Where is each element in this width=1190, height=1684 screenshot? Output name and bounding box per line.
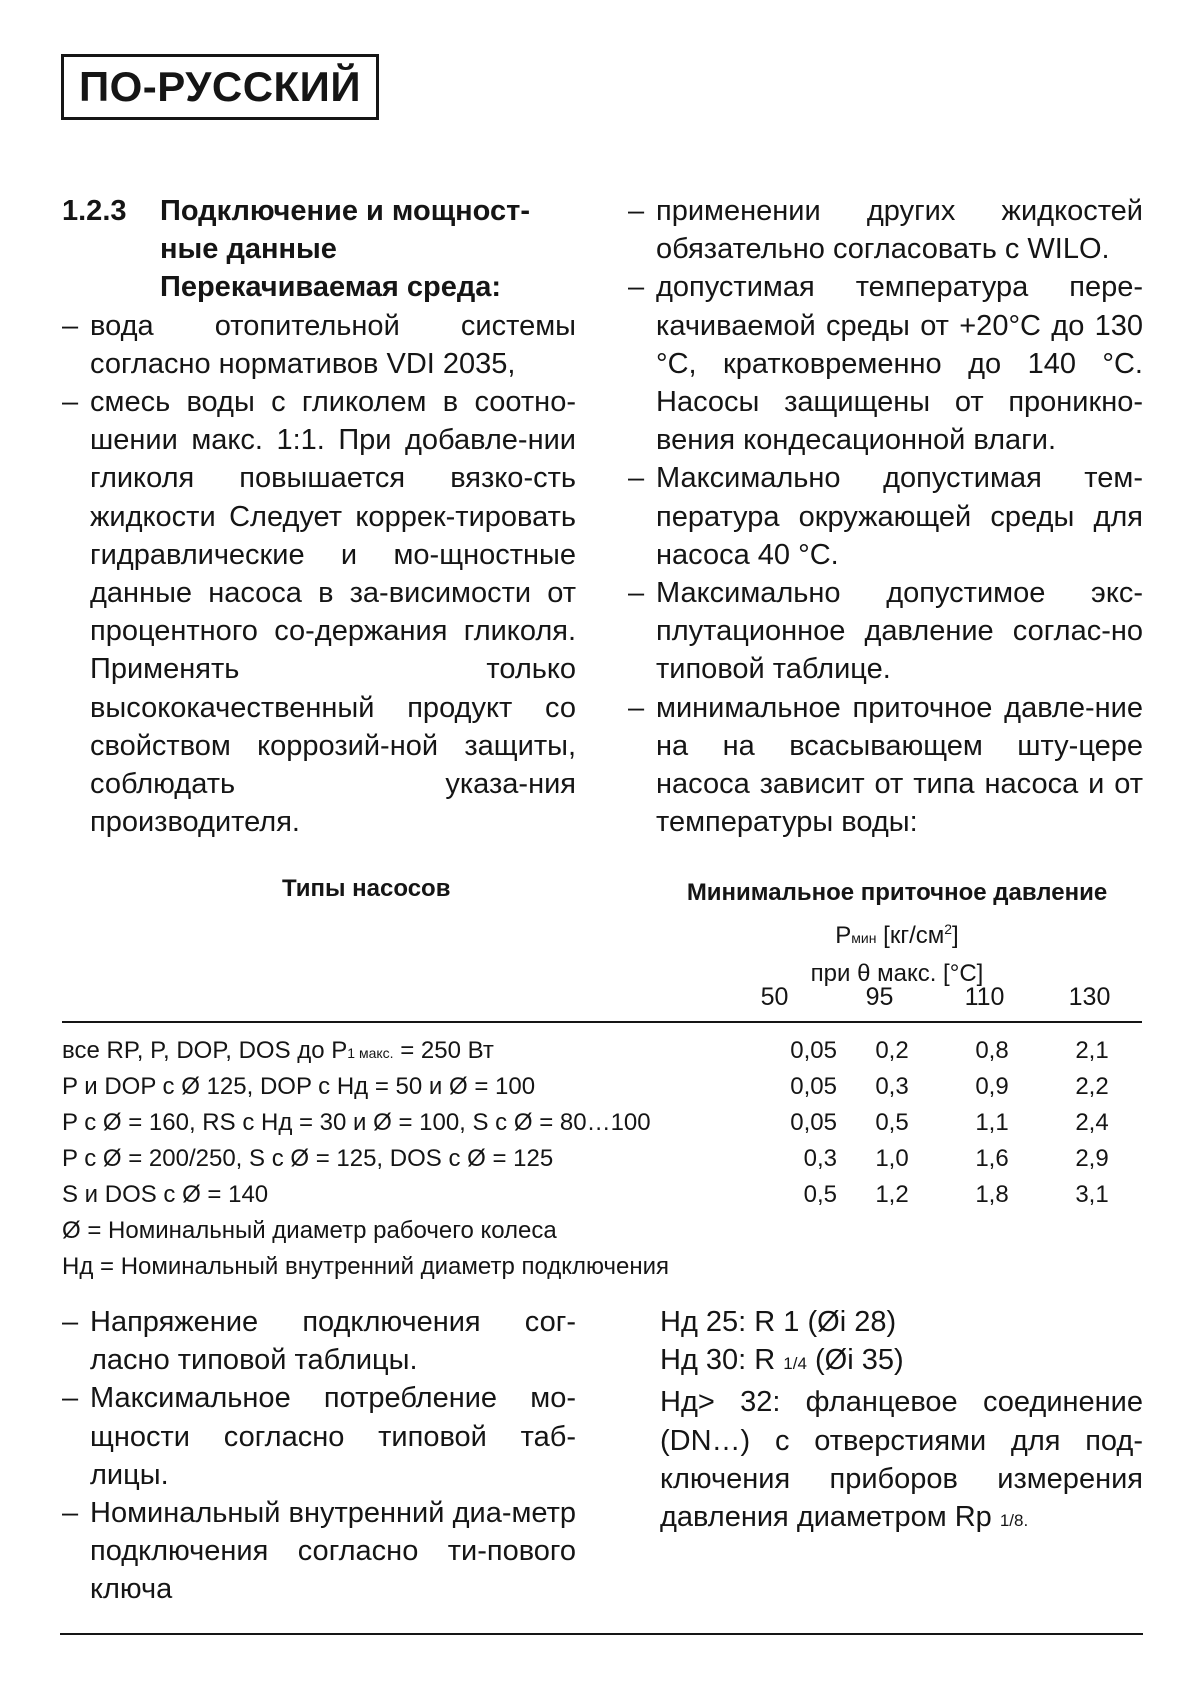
dash-bullet: – <box>628 577 645 610</box>
value-cell: 1,8 <box>975 1181 1009 1208</box>
list-item <box>628 689 1143 842</box>
pressure-unit-sub: мин <box>851 930 877 946</box>
value-cell: 3,1 <box>1075 1181 1109 1208</box>
value-cell: 2,4 <box>1075 1109 1109 1136</box>
pump-type-sub: 1 макс. <box>347 1045 394 1061</box>
page-bottom-rule <box>60 1633 1143 1635</box>
list-item <box>62 1303 576 1379</box>
list-item <box>628 459 1143 574</box>
section-number: 1.2.3 <box>62 195 127 227</box>
flange-paragraph <box>660 1383 1143 1540</box>
value-cell: 0,5 <box>875 1109 909 1136</box>
section-heading <box>62 192 576 268</box>
value-cell: 0,3 <box>803 1145 837 1172</box>
pressure-unit <box>652 911 1142 956</box>
section-title: Подключение и мощност-ные данные <box>160 195 531 266</box>
pump-types-header: Типы насосов <box>282 875 451 902</box>
dash-bullet: – <box>62 1306 79 1338</box>
value-cell: 0,05 <box>790 1109 837 1136</box>
pump-type-tail: = 250 Вт <box>393 1037 494 1064</box>
pump-type-cell: P с Ø = 200/250, S с Ø = 125, DOS с Ø = 125 <box>62 1145 554 1172</box>
table-header-divider <box>62 1021 1142 1023</box>
flange-fraction: 1/8. <box>999 1511 1029 1531</box>
language-label: ПО-РУССКИЙ <box>61 54 379 120</box>
table-notes <box>62 1213 669 1285</box>
temp-caption: при θ макс. [°C] <box>810 960 984 987</box>
pump-type-cell: P с Ø = 160, RS с Нд = 30 и Ø = 100, S с Ø = 80…100 <box>62 1109 651 1136</box>
list-item-text: Максимально допустимое экс-плутационное давление соглас-но типовой таблице. <box>656 577 1143 686</box>
dash-bullet: – <box>62 1497 79 1530</box>
pressure-unit-prefix: Р <box>835 922 852 949</box>
connection-line-25: Нд 25: R 1 (Øi 28) <box>660 1306 897 1338</box>
pressure-header-title: Минимальное приточное давление <box>686 879 1108 906</box>
table-row <box>62 1141 1142 1177</box>
value-cell: 1,2 <box>875 1181 909 1208</box>
value-cell: 0,2 <box>875 1037 909 1064</box>
left-column <box>62 192 576 841</box>
list-item-text: минимальное приточное давле-ние на на всасывающем шту-цере насоса зависит от типа насоса и от температуры воды: <box>656 691 1143 839</box>
value-cell: 1,6 <box>975 1145 1009 1172</box>
flange-text: Нд> 32: фланцевое соединение (DN…) с отверстиями для под-ключения приборов измерения давления диаметром Rp <box>660 1386 1143 1534</box>
list-item <box>62 307 576 383</box>
right-column <box>628 192 1143 841</box>
table-row <box>62 1069 1142 1105</box>
dash-bullet: – <box>628 271 645 304</box>
pump-type-cell <box>62 1037 742 1065</box>
pressure-header <box>652 875 1142 992</box>
section-subtitle: Перекачиваемая среда: <box>160 271 502 304</box>
table-row <box>62 1105 1142 1141</box>
connection-line-30 <box>660 1341 1143 1383</box>
value-cell: 0,3 <box>875 1073 909 1100</box>
value-cell: 0,9 <box>975 1073 1009 1100</box>
value-cell: 0,8 <box>975 1037 1009 1064</box>
pressure-unit-rest: [кг/см <box>876 922 945 949</box>
list-item <box>62 1379 576 1494</box>
table-row <box>62 1177 1142 1213</box>
bottom-left-column <box>62 1303 576 1609</box>
value-cell: 2,9 <box>1075 1145 1109 1172</box>
temperature-header-row <box>722 983 1142 1012</box>
list-item <box>628 268 1143 459</box>
value-cell: 2,2 <box>1075 1073 1109 1100</box>
connection-fraction: 1/4 <box>783 1354 807 1374</box>
list-item-text: Номинальный внутренний диа-метр подключения согласно ти-пового ключа <box>90 1497 576 1606</box>
pressure-unit-end: ] <box>952 922 959 949</box>
list-item <box>62 383 576 841</box>
dash-bullet: – <box>62 1382 79 1415</box>
list-item-text: Напряжение подключения сог-ласно типовой таблицы. <box>90 1306 576 1377</box>
value-cell: 1,1 <box>975 1109 1009 1136</box>
dash-bullet: – <box>628 462 645 495</box>
bottom-right-column <box>660 1303 1143 1540</box>
list-item <box>62 1494 576 1609</box>
value-cell: 2,1 <box>1075 1037 1109 1064</box>
table-note: Нд = Номинальный внутренний диаметр подключения <box>62 1253 670 1280</box>
temp-header: 110 <box>964 983 1005 1011</box>
value-cell: 0,5 <box>803 1181 837 1208</box>
list-item-text: допустимая температура пере-качиваемой среды от +20°C до 130 °C, кратковременно до 140 °C. Насосы защищены от проникно-вения кондесационной влаги. <box>656 271 1143 457</box>
list-item <box>628 574 1143 689</box>
table-row <box>62 1033 1142 1069</box>
value-cell: 0,05 <box>790 1037 837 1064</box>
value-cell: 0,05 <box>790 1073 837 1100</box>
list-item <box>628 192 1143 268</box>
pressure-unit-sup: 2 <box>944 921 953 937</box>
dash-bullet: – <box>628 195 645 227</box>
temp-header: 130 <box>1068 983 1111 1011</box>
connection-line-30-b: (Øi 35) <box>806 1344 904 1377</box>
list-item-text: Максимально допустимая тем-пература окружающей среды для насоса 40 °C. <box>656 462 1143 571</box>
dash-bullet: – <box>628 691 645 724</box>
dash-bullet: – <box>62 386 79 419</box>
list-item-text: Максимальное потребление мо-щности согласно типовой таб-лицы. <box>90 1382 576 1491</box>
list-item-text: применении других жидкостей обязательно согласовать с WILO. <box>656 195 1143 266</box>
temp-header: 95 <box>865 983 894 1011</box>
list-item-text: смесь воды с гликолем в соотно-шении макс. 1:1. При добавле-нии гликоля повышается вязко-сть жидкости Следует коррек-тировать гидравлические и мо-щностные данные насоса в за-висимости от процентного со-держания гликоля. Применять только высококачественный продукт со свойством коррозий-ной защиты, соблюдать указа-ния производителя. <box>90 386 576 839</box>
value-cell: 1,0 <box>875 1145 909 1172</box>
pump-type-text: все RP, P, DOP, DOS до P <box>62 1037 348 1064</box>
list-item-text: вода отопительной системы согласно нормативов VDI 2035, <box>90 309 576 380</box>
pump-type-cell: P и DOP с Ø 125, DOP с Нд = 50 и Ø = 100 <box>62 1073 536 1100</box>
table-note: Ø = Номинальный диаметр рабочего колеса <box>62 1217 557 1244</box>
temp-header: 50 <box>760 983 789 1011</box>
pump-type-cell: S и DOS с Ø = 140 <box>62 1181 269 1208</box>
connection-line-30-a: Нд 30: R <box>660 1344 784 1377</box>
table-body <box>62 1033 1142 1213</box>
dash-bullet: – <box>62 309 79 342</box>
